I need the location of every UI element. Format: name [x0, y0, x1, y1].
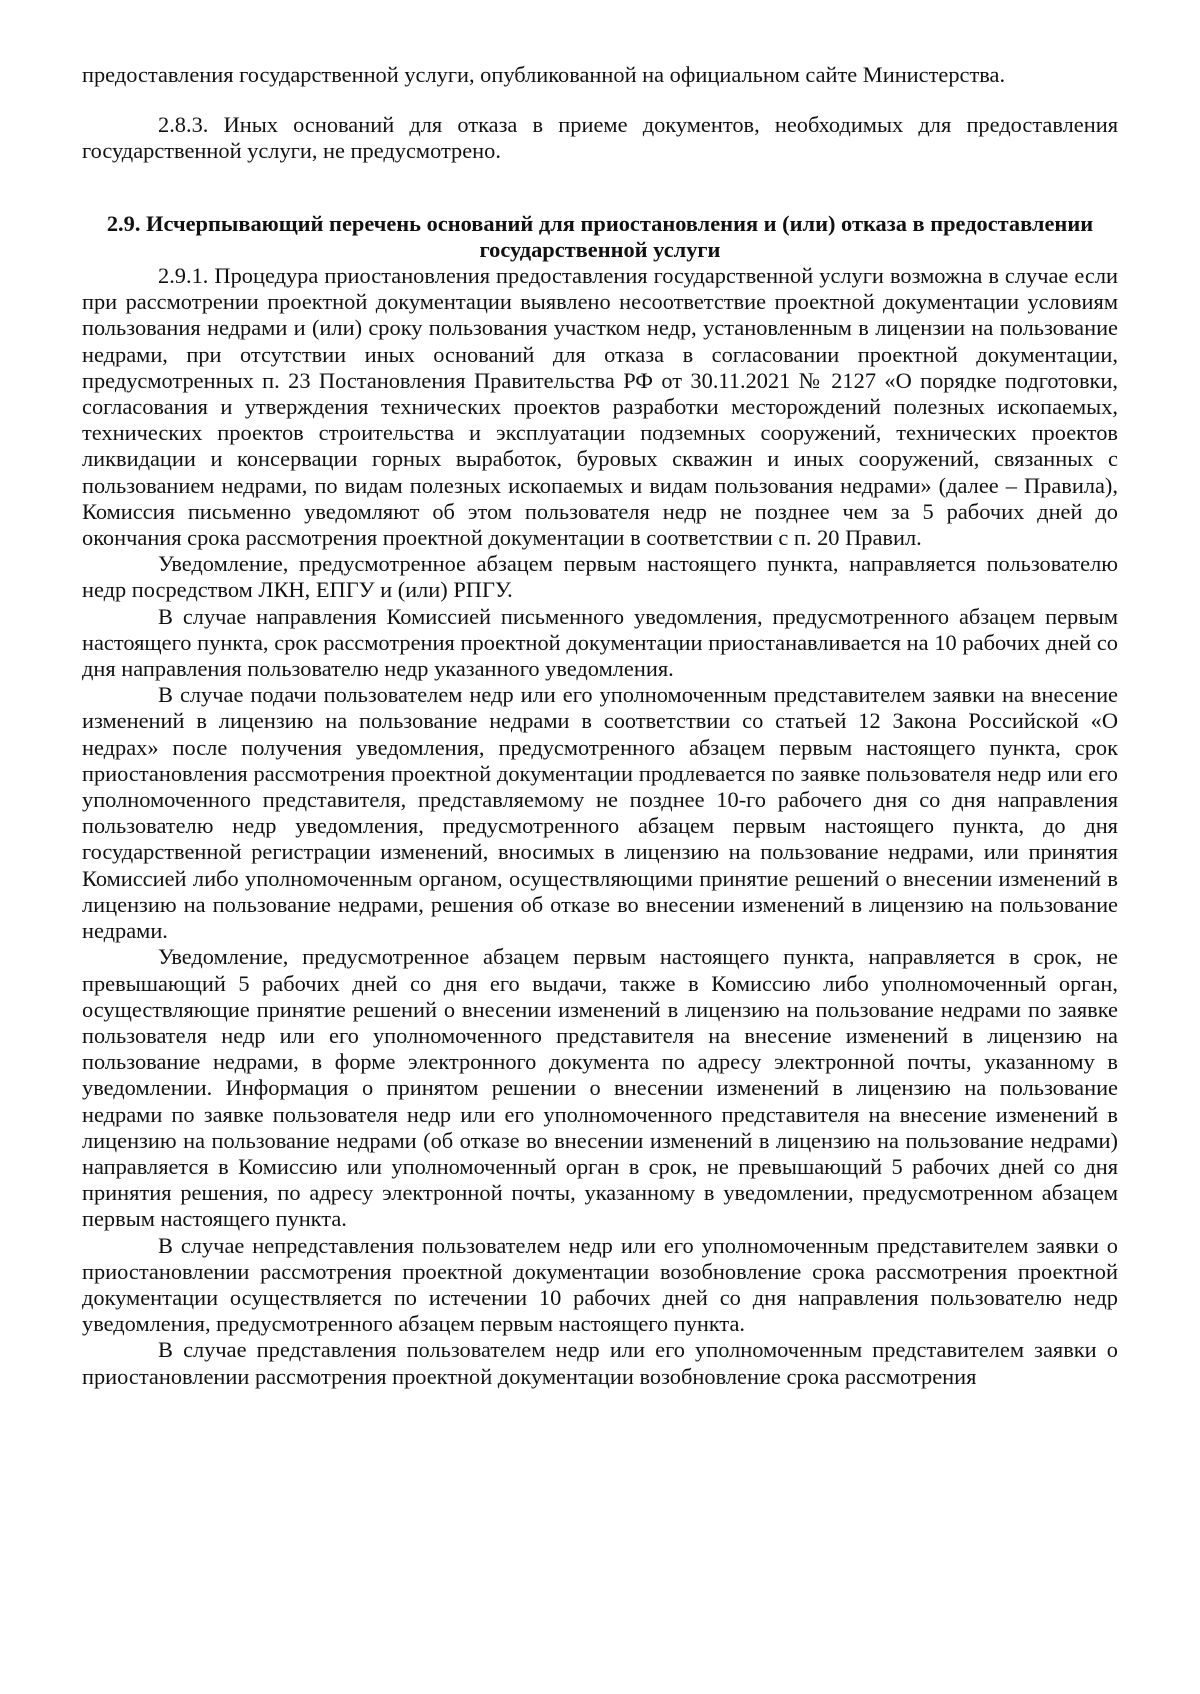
- document-page: [82, 62, 1118, 1390]
- paragraph-license-changes: В случае подачи пользователем недр или его уполномоченным представителем заявки на внесение изменений в лицензию на пользование недрами в соответствии со статьей 12 Закона Российской «О недрах» после получения уведомления, предусмотренного абзацем первым настоящего пункта, срок приостановления рассмотрения проектной документации продлевается по заявке пользователя недр или его уполномоченного представителя, представляемому не позднее 10-го рабочего дня со дня направления пользователю недр уведомления, предусмотренного абзацем первым настоящего пункта, до дня государственной регистрации изменений, вносимых в лицензию на пользование недрами, или принятия Комиссией либо уполномоченным органом, осуществляющими принятие решений о внесении изменений в лицензию на пользование недрами, решения об отказе во внесении изменений в лицензию на пользование недрами.: [82, 682, 1118, 944]
- paragraph-notification-channels: Уведомление, предусмотренное абзацем первым настоящего пункта, направляется пользователю недр посредством ЛКН, ЕПГУ и (или) РПГУ.: [82, 551, 1118, 603]
- paragraph-application-submitted: В случае представления пользователем недр или его уполномоченным представителем заявки о приостановлении рассмотрения проектной документации возобновление срока рассмотрения: [82, 1337, 1118, 1389]
- paragraph-notification-delivery: Уведомление, предусмотренное абзацем первым настоящего пункта, направляется в срок, не превышающий 5 рабочих дней со дня его выдачи, также в Комиссию либо уполномоченный орган, осуществляющие принятие решений о внесении изменений в лицензию на пользование недрами по заявке пользователя недр или его уполномоченного представителя на внесение изменений в лицензию на пользование недрами, в форме электронного документа по адресу электронной почты, указанному в уведомлении. Информация о принятом решении о внесении изменений в лицензию на пользование недрами по заявке пользователя недр или его уполномоченного представителя на внесение изменений в лицензию на пользование недрами (об отказе во внесении изменений в лицензию на пользование недрами) направляется в Комиссию или уполномоченный орган в срок, не превышающий 5 рабочих дней со дня принятия решения, по адресу электронной почты, указанному в уведомлении, предусмотренном абзацем первым настоящего пункта.: [82, 944, 1118, 1232]
- paragraph-2-9-1: 2.9.1. Процедура приостановления предоставления государственной услуги возможна в случае если при рассмотрении проектной документации выявлено несоответствие проектной документации условиям пользования недрами и (или) сроку пользования участком недр, установленным в лицензии на пользование недрами, при отсутствии иных оснований для отказа в согласовании проектной документации, предусмотренных п. 23 Постановления Правительства РФ от 30.11.2021 № 2127 «О порядке подготовки, согласования и утверждения технических проектов разработки месторождений полезных ископаемых, технических проектов строительства и эксплуатации подземных сооружений, технических проектов ликвидации и консервации горных выработок, буровых скважин и иных сооружений, связанных с пользованием недрами, по видам полезных ископаемых и видам пользования недрами» (далее – Правила), Комиссия письменно уведомляют об этом пользователя недр не позднее чем за 5 рабочих дней до окончания срока рассмотрения проектной документации в соответствии с п. 20 Правил.: [82, 263, 1118, 551]
- paragraph-2-8-3: 2.8.3. Иных оснований для отказа в приеме документов, необходимых для предоставления государственной услуги, не предусмотрено.: [82, 112, 1118, 164]
- paragraph-suspension-term: В случае направления Комиссией письменного уведомления, предусмотренного абзацем первым настоящего пункта, срок рассмотрения проектной документации приостанавливается на 10 рабочих дней со дня направления пользователю недр указанного уведомления.: [82, 603, 1118, 682]
- paragraph-continuation: предоставления государственной услуги, опубликованной на официальном сайте Министерства.: [82, 62, 1006, 87]
- paragraph-no-application: В случае непредставления пользователем недр или его уполномоченным представителем заявки о приостановлении рассмотрения проектной документации возобновление срока рассмотрения проектной документации осуществляется по истечении 10 рабочих дней со дня направления пользователю недр уведомления, предусмотренного абзацем первым настоящего пункта.: [82, 1232, 1118, 1337]
- section-heading-2-9: 2.9. Исчерпывающий перечень оснований для приостановления и (или) отказа в предоставлении государственной услуги: [106, 210, 1094, 262]
